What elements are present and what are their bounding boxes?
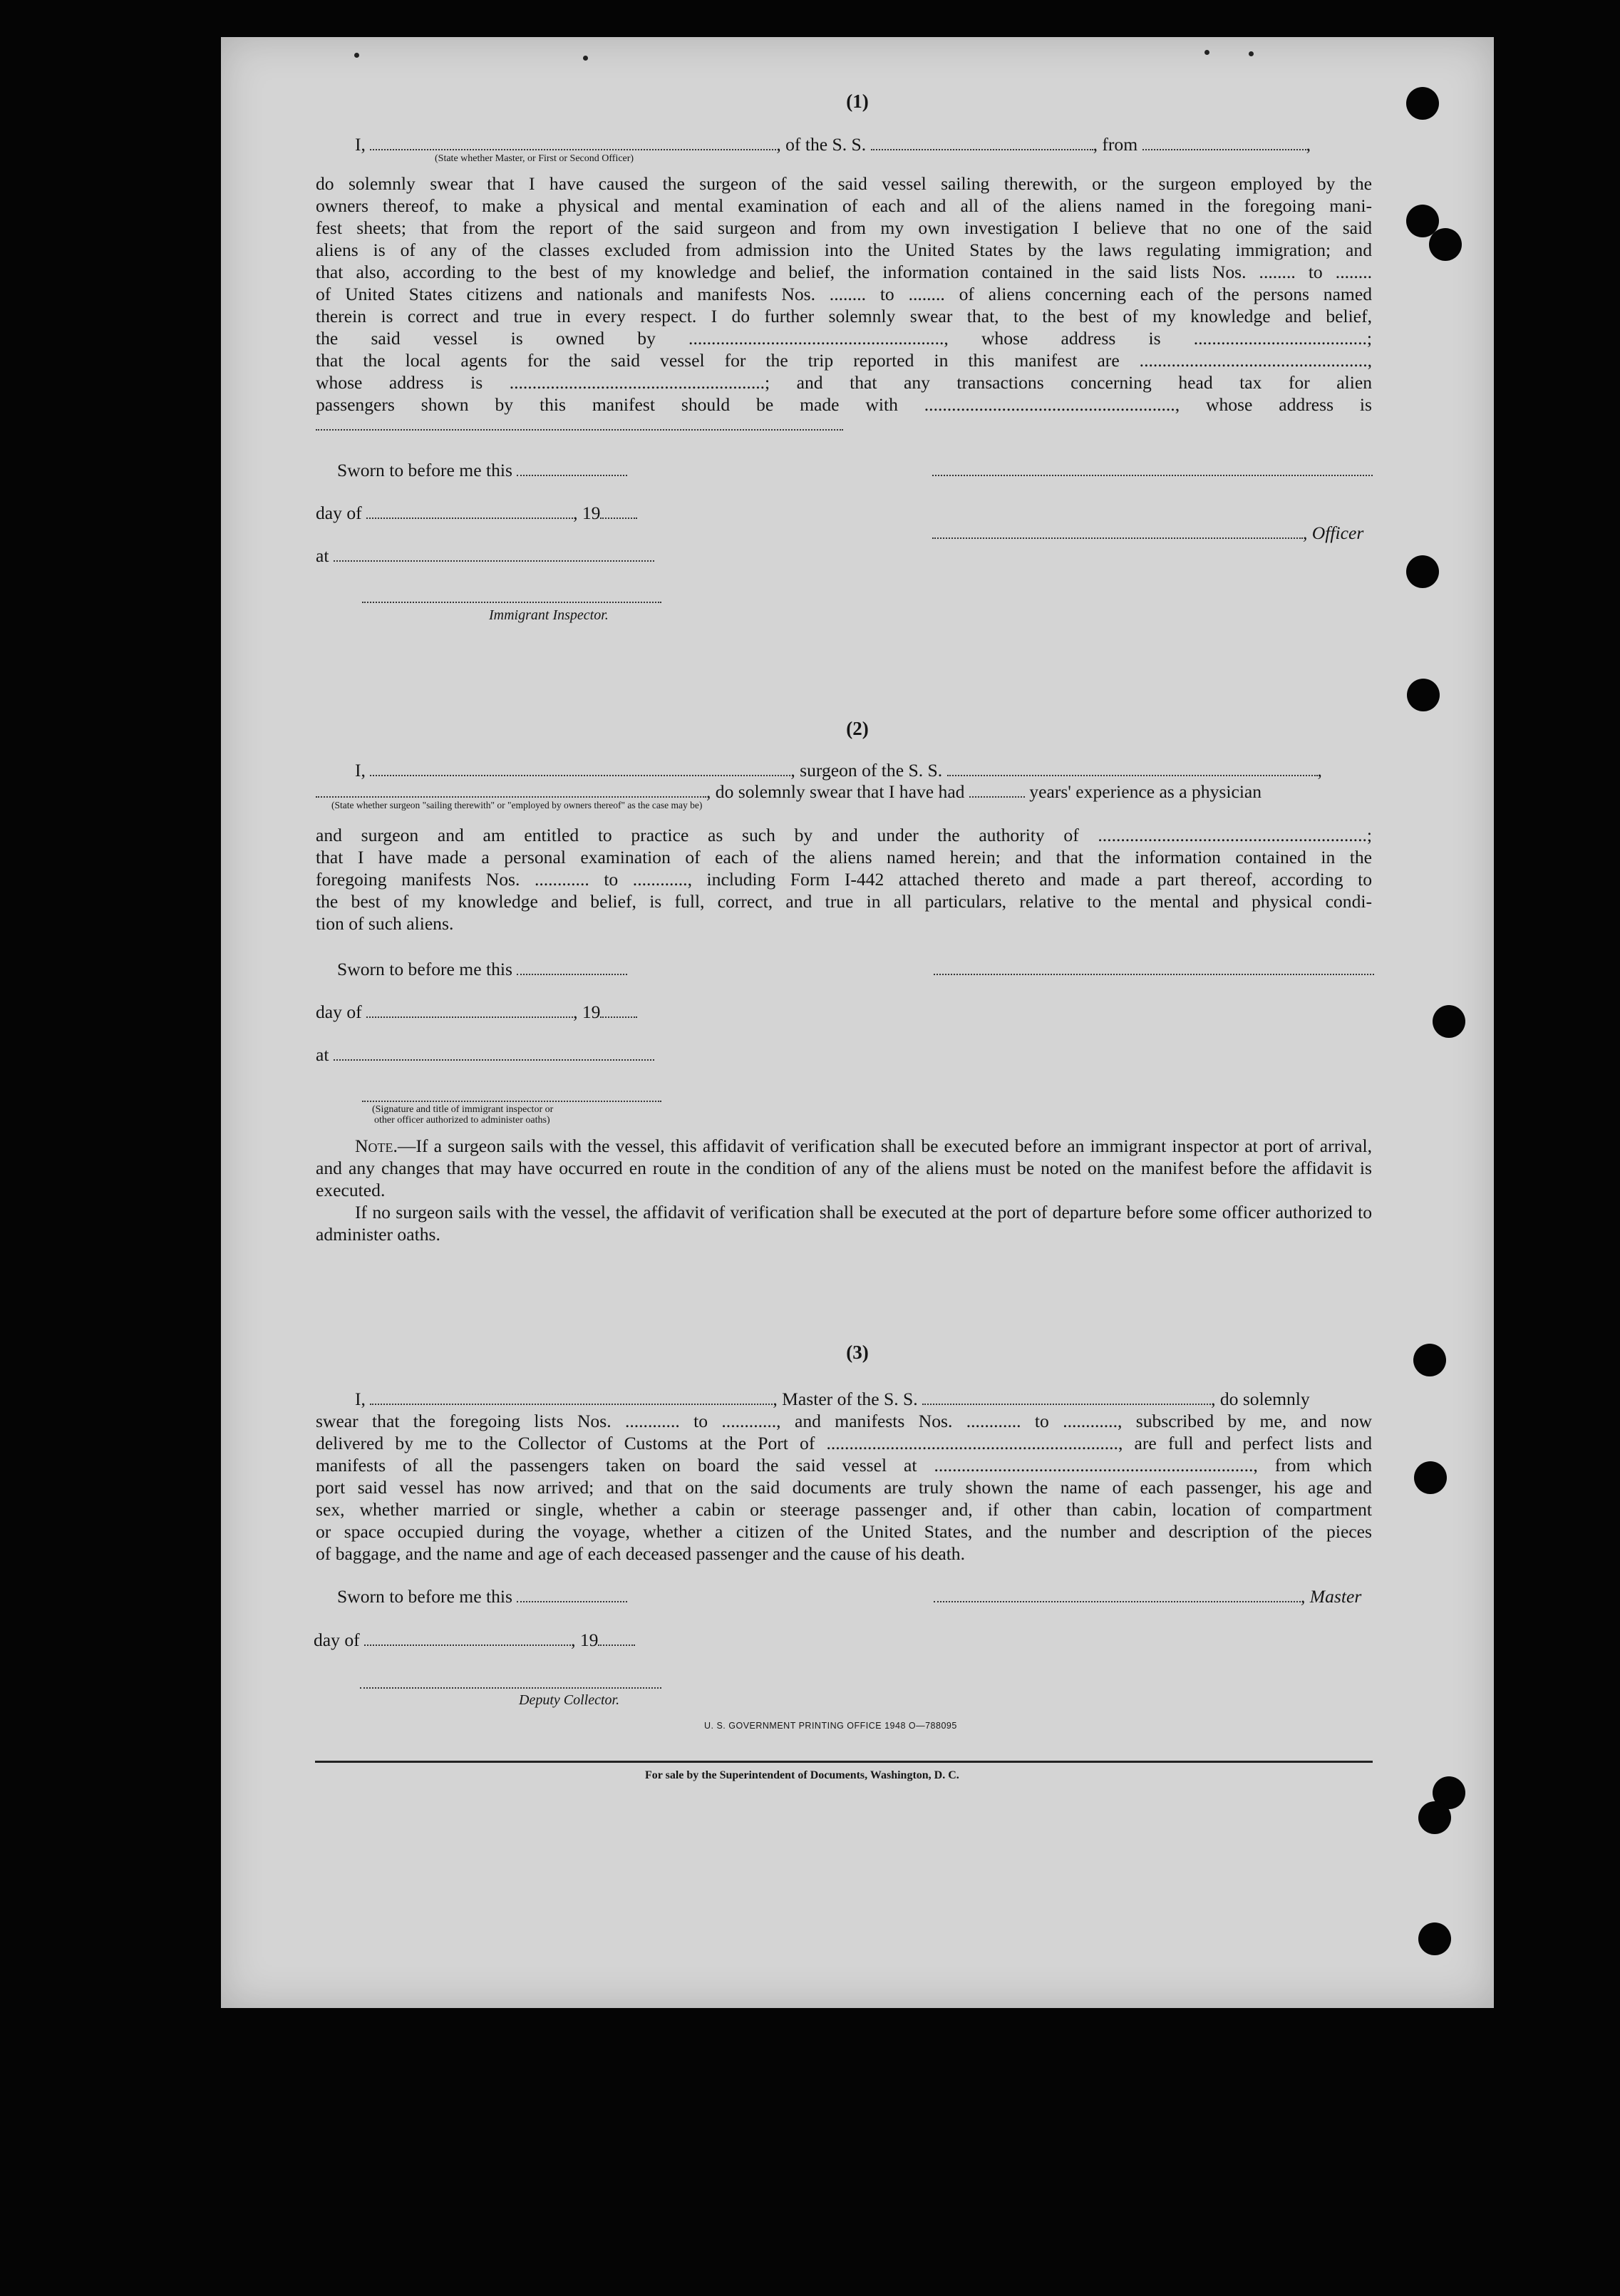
- at-label: at: [316, 1044, 329, 1065]
- section-1-of-ss: , of the S. S.: [776, 134, 867, 155]
- officer-rank-field[interactable]: [370, 136, 776, 150]
- year-field[interactable]: [600, 505, 637, 519]
- section-1-i: I,: [355, 134, 366, 155]
- surgeon-status-field[interactable]: [316, 783, 706, 798]
- officer-signature-field[interactable]: [932, 473, 1373, 476]
- surgeon-signature-field[interactable]: [934, 972, 1374, 975]
- note-paragraph-1: [316, 1135, 1372, 1201]
- section-2-number: (2): [846, 718, 869, 739]
- section-2-body-line: and surgeon and am entitled to practice as such by and under the authority of ...........................................................;: [316, 825, 1372, 845]
- inspector-signature-field[interactable]: [362, 600, 661, 603]
- binder-hole: [1414, 1461, 1447, 1494]
- ink-speck: [354, 53, 359, 58]
- section-2-body-line: tion of such aliens.: [316, 913, 454, 934]
- surgeon-status-caption: (State whether surgeon "sailing therewith" or "employed by owners thereof" as the case may be): [331, 800, 703, 810]
- section-3-i: I,: [355, 1389, 366, 1409]
- signature-caption-2: other officer authorized to administer oaths): [374, 1115, 550, 1126]
- ink-speck: [583, 56, 588, 61]
- officer-rank-caption: (State whether Master, or First or Second Officer): [435, 153, 634, 164]
- section-3-body-line: swear that the foregoing lists Nos. ............ to ............, and manifests Nos. ............ to ............, subscribed by me, and now: [316, 1411, 1372, 1431]
- master-label: , Master: [1301, 1586, 1362, 1607]
- master-of-ss: , Master of the S. S.: [773, 1389, 918, 1409]
- section-1-day: [316, 502, 637, 524]
- day-of-field[interactable]: [364, 1632, 571, 1646]
- section-2-day: [316, 1001, 637, 1023]
- sworn-date-field[interactable]: [517, 462, 627, 476]
- sworn-label: Sworn to before me this: [337, 460, 512, 480]
- section-1-body-line: the said vessel is owned by ........................................................, whose address is ......................................;: [316, 328, 1372, 349]
- deputy-collector-label: Deputy Collector.: [519, 1692, 620, 1708]
- section-1-at: [316, 545, 654, 567]
- section-1-line-1: I, , of the S. S. , from ,: [355, 134, 1311, 155]
- note-text-1: —If a surgeon sails with the vessel, this affidavit of verification shall be executed before an immigrant inspector at port of arrival, and any changes that may have occurred en route in the condition of any of the aliens must be noted on the manifest before the affidavit is executed.: [316, 1136, 1372, 1200]
- years-experience-field[interactable]: [969, 783, 1025, 798]
- form-page: [221, 37, 1494, 2008]
- binder-hole: [1406, 555, 1439, 588]
- master-swear-text: , do solemnly: [1211, 1389, 1310, 1409]
- note-label: Note.: [355, 1136, 398, 1156]
- surgeon-name-field[interactable]: [370, 762, 790, 776]
- section-1-body-line: whose address is ........................................................; and that any transactions concerning head tax for alien: [316, 372, 1372, 393]
- sworn-label: Sworn to before me this: [337, 1586, 512, 1607]
- section-1-body-line: therein is correct and true in every respect. I do further solemnly swear that, to the best of my knowledge and belief,: [316, 306, 1372, 326]
- day-of-field[interactable]: [366, 505, 573, 519]
- section-3-body-line: or space occupied during the voyage, whether a citizen of the United States, and the number and description of the pieces: [316, 1521, 1372, 1542]
- section-1-body-line: fest sheets; that from the report of the said surgeon and from my own investigation I believe that no one of the said: [316, 217, 1372, 238]
- section-3-number: (3): [846, 1342, 869, 1363]
- footer-rule: [315, 1761, 1373, 1763]
- sworn-label: Sworn to before me this: [337, 959, 512, 979]
- section-2-body-line: that I have made a personal examination of each of the aliens named herein; and that the information contained in the: [316, 847, 1372, 868]
- master-signature-field[interactable]: [934, 1588, 1301, 1602]
- officer-line: [932, 522, 1363, 544]
- year-field[interactable]: [600, 1004, 637, 1018]
- section-2-body-line: foregoing manifests Nos. ............ to ............, including Form I-442 attached thereto and made a part thereof, according to: [316, 869, 1372, 890]
- section-2-i: I,: [355, 760, 366, 781]
- year-prefix: , 19: [571, 1630, 599, 1650]
- section-1-body-line: that the local agents for the said vessel for the trip reported in this manifest are ..................................................,: [316, 350, 1372, 371]
- officer-label: , Officer: [1303, 522, 1364, 543]
- binder-hole: [1407, 679, 1440, 711]
- sworn-date-field[interactable]: [517, 961, 627, 975]
- collector-signature-field[interactable]: [360, 1686, 661, 1689]
- master-name-field[interactable]: [370, 1391, 773, 1405]
- at-label: at: [316, 545, 329, 566]
- ink-speck: [1249, 51, 1254, 56]
- binder-hole: [1418, 1922, 1451, 1955]
- binder-hole: [1429, 228, 1462, 261]
- section-1-body-line: passengers shown by this manifest should be made with ......................................................., whose address is: [316, 394, 1372, 415]
- section-2-body-line: the best of my knowledge and belief, is full, correct, and true in all particulars, relative to the mental and physical condi-: [316, 891, 1372, 912]
- section-1-sworn: [337, 459, 627, 481]
- at-place-field[interactable]: [334, 547, 654, 562]
- section-3-body-line: delivered by me to the Collector of Customs at the Port of ................................................................, are full and perfect lists and: [316, 1433, 1372, 1453]
- section-3-day: [314, 1629, 635, 1651]
- day-of-field[interactable]: [366, 1004, 573, 1018]
- for-sale-line: For sale by the Superintendent of Documents, Washington, D. C.: [645, 1769, 959, 1781]
- section-3-sworn: [337, 1585, 627, 1607]
- ink-speck: [1204, 50, 1209, 55]
- immigrant-inspector-label: Immigrant Inspector.: [489, 607, 609, 623]
- master-signature-line: [934, 1585, 1361, 1607]
- section-2-line-1: I, , surgeon of the S. S. ,: [355, 760, 1322, 781]
- section-1-body: [316, 173, 1372, 416]
- day-of-label: day of: [316, 1002, 362, 1022]
- section-2-at: [316, 1044, 654, 1066]
- signature-caption-1: (Signature and title of immigrant inspector or: [372, 1104, 554, 1115]
- section-3-body: [316, 1410, 1372, 1565]
- section-1-from: , from: [1093, 134, 1138, 155]
- section-1-number: (1): [846, 91, 869, 112]
- day-of-label: day of: [316, 503, 362, 523]
- day-of-label: day of: [314, 1630, 360, 1650]
- at-place-field[interactable]: [334, 1046, 654, 1061]
- section-3-line-1: [355, 1388, 1310, 1410]
- years-experience-text: years' experience as a physician: [1029, 781, 1262, 802]
- inspector-signature-field[interactable]: [362, 1099, 661, 1102]
- section-2-sworn: [337, 958, 627, 980]
- officer-title-field[interactable]: [932, 525, 1303, 539]
- section-3-body-line: port said vessel has now arrived; and that on the said documents are truly shown the name of each passenger, his age and: [316, 1477, 1372, 1498]
- port-from-field[interactable]: [1142, 136, 1306, 150]
- year-field[interactable]: [598, 1632, 635, 1646]
- vessel-name-field[interactable]: [871, 136, 1093, 150]
- surgeon-vessel-field[interactable]: [947, 762, 1318, 776]
- section-1-body-line: that also, according to the best of my knowledge and belief, the information contained in the said lists Nos. ........ to ........: [316, 262, 1372, 282]
- surgeon-swear-text: , do solemnly swear that I have had: [706, 781, 965, 802]
- binder-hole: [1418, 1801, 1451, 1834]
- master-vessel-field[interactable]: [922, 1391, 1211, 1405]
- section-1-body-line: of United States citizens and nationals and manifests Nos. ........ to ........ of aliens concerning each of the persons named: [316, 284, 1372, 304]
- section-3-body-line: sex, whether married or single, whether a cabin or steerage passenger and, if other than cabin, location of compartment: [316, 1499, 1372, 1520]
- section-1-body-line: aliens is of any of the classes excluded from admission into the United States by the laws regulating immigration; and: [316, 240, 1372, 260]
- section-3-body-line: manifests of all the passengers taken on board the said vessel at ......................................................................, from which: [316, 1455, 1372, 1476]
- note-paragraph-2: If no surgeon sails with the vessel, the affidavit of verification shall be executed at the port of departure before some officer authorized to administer oaths.: [316, 1202, 1372, 1245]
- section-1-body-line: do solemnly swear that I have caused the surgeon of the said vessel sailing therewith, or the surgeon employed by the: [316, 173, 1372, 194]
- section-3-body-line: of baggage, and the name and age of each deceased passenger and the cause of his death.: [316, 1543, 966, 1564]
- year-prefix: , 19: [573, 503, 601, 523]
- surgeon-of-ss: , surgeon of the S. S.: [790, 760, 943, 781]
- printing-office-line: U. S. GOVERNMENT PRINTING OFFICE 1948 O—788095: [704, 1721, 957, 1731]
- section-1-body-line: owners thereof, to make a physical and mental examination of each and all of the aliens named in the foregoing mani-: [316, 195, 1372, 216]
- binder-hole: [1433, 1005, 1465, 1038]
- year-prefix: , 19: [573, 1002, 601, 1022]
- section-2-body: [316, 824, 1372, 935]
- sworn-date-field[interactable]: [517, 1588, 627, 1602]
- address-continuation-field[interactable]: [316, 428, 843, 431]
